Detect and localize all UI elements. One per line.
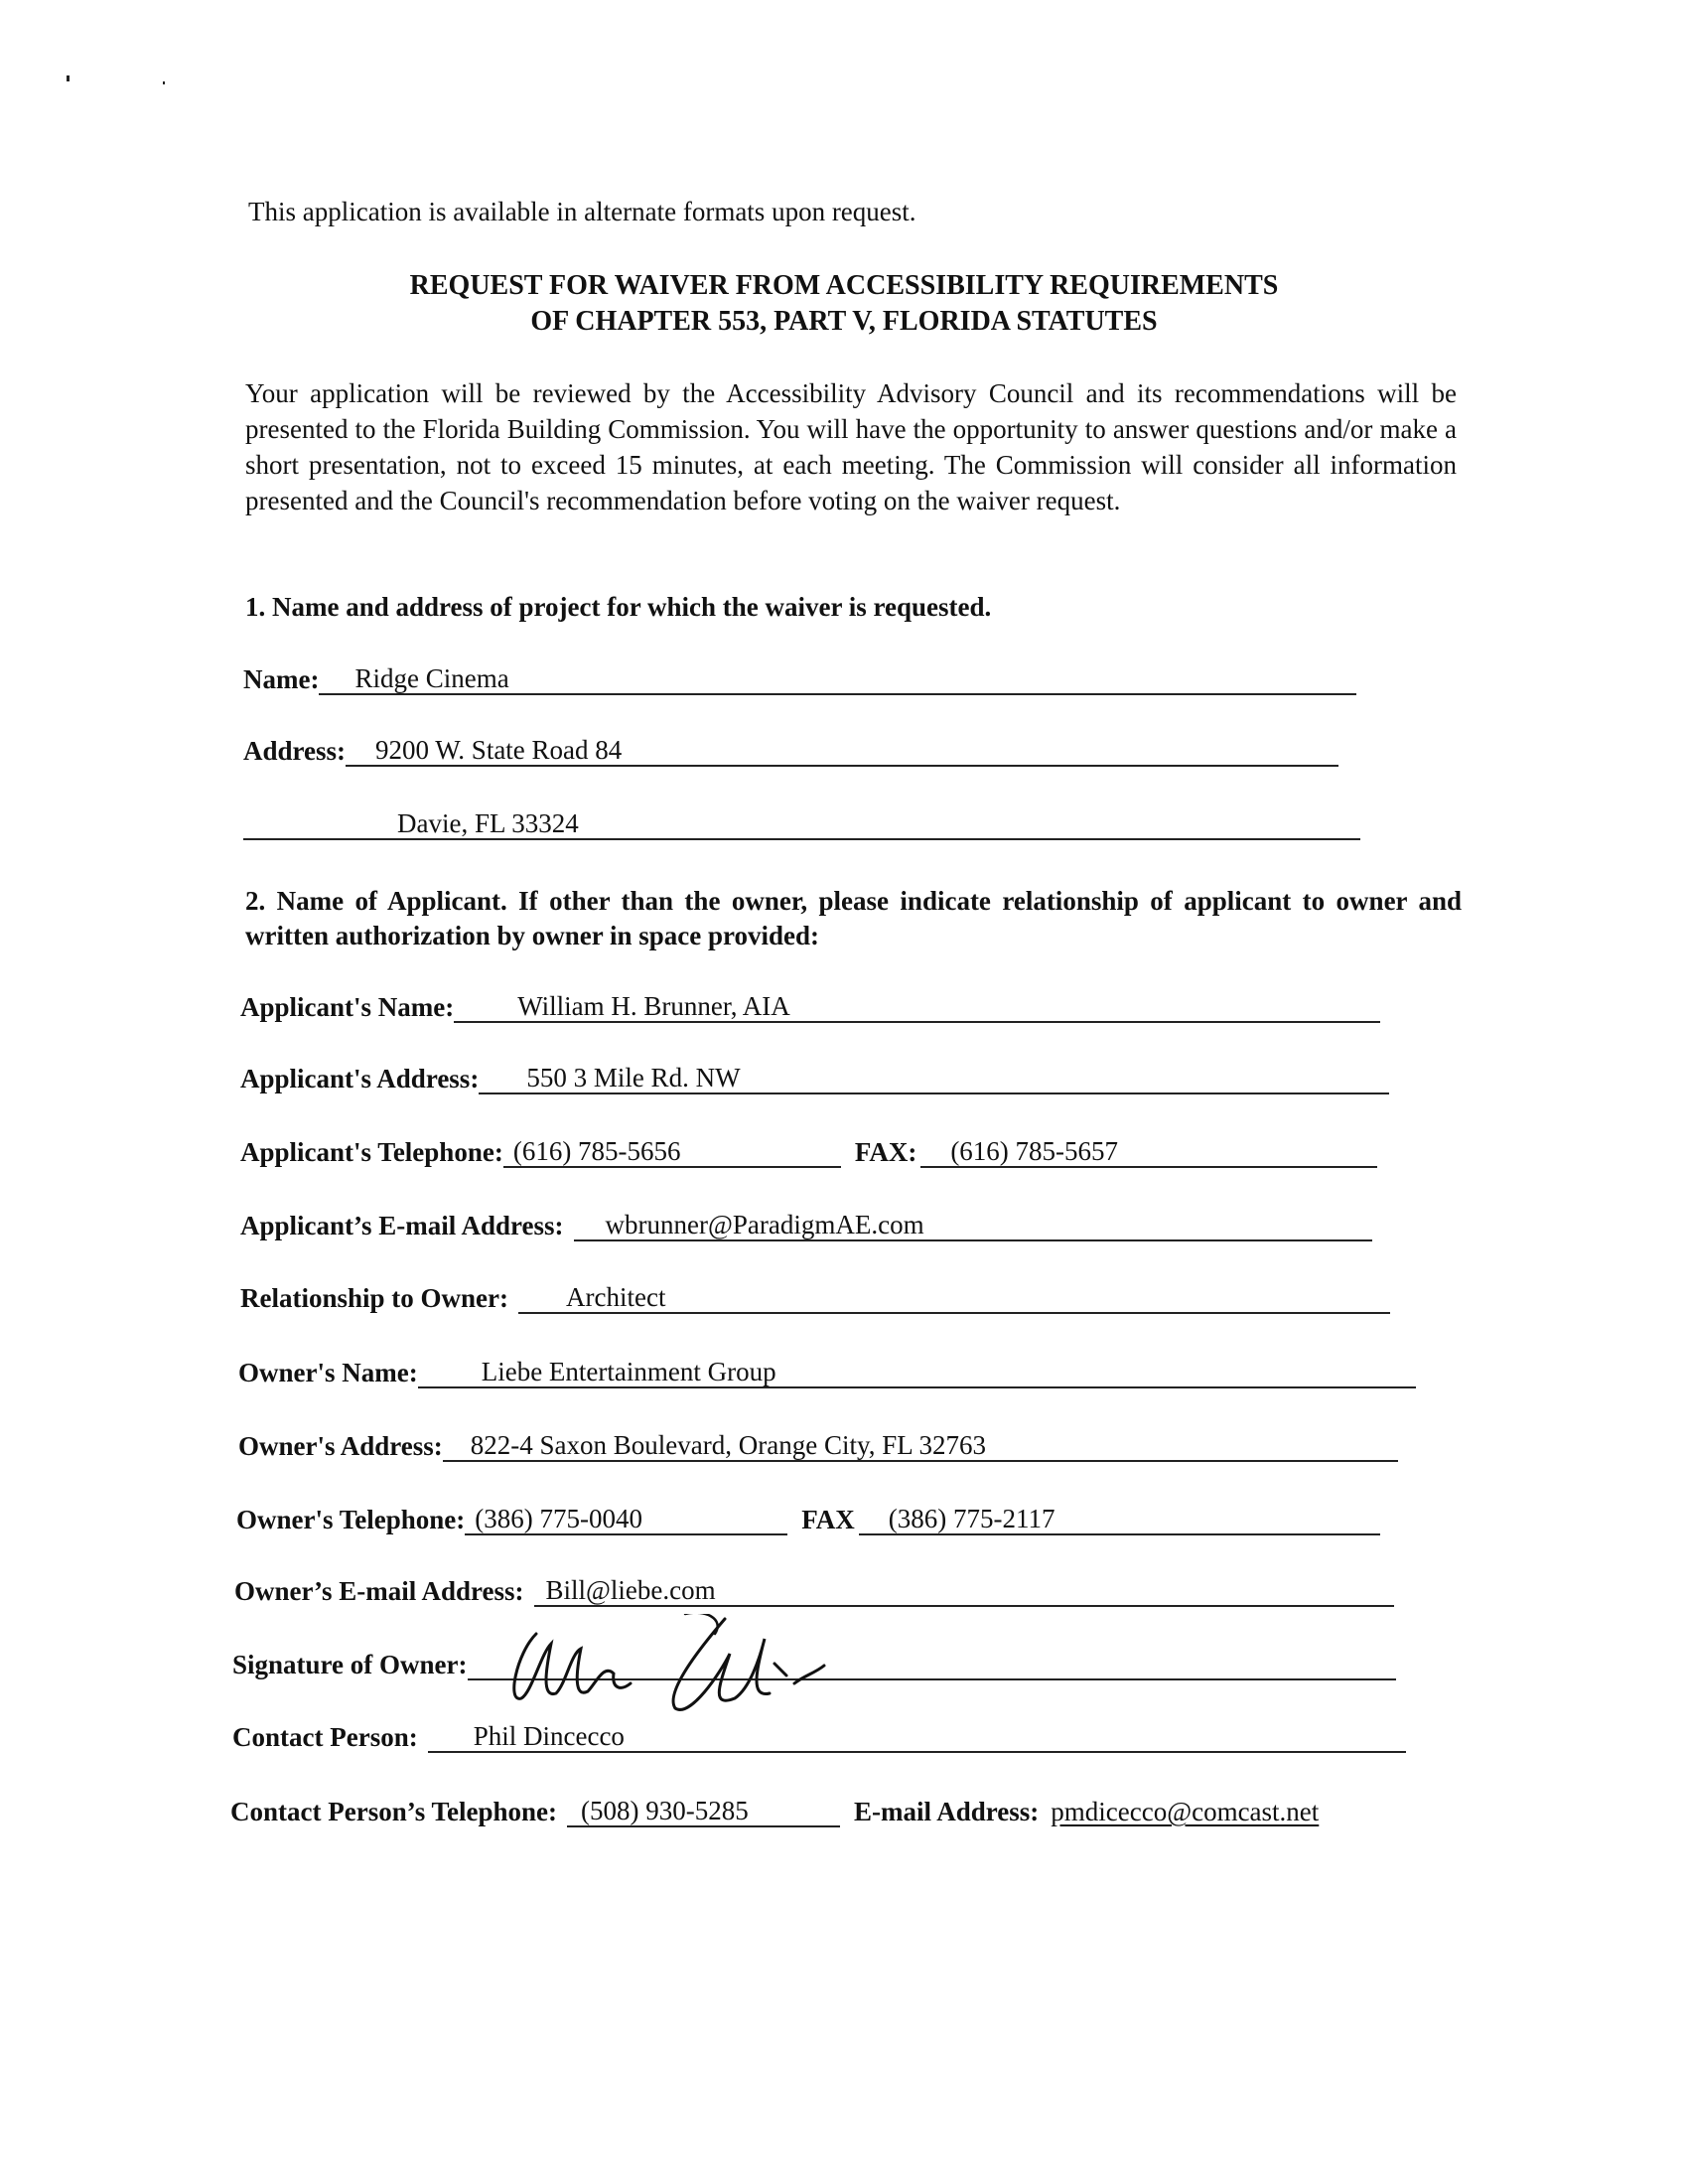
- owner-address-field[interactable]: [443, 1428, 1398, 1462]
- contact-person-field[interactable]: [428, 1719, 1406, 1753]
- applicant-address-label: Applicant's Address:: [240, 1064, 480, 1093]
- applicant-phone-value: (616) 785-5656: [512, 1136, 681, 1166]
- section2-heading: 2. Name of Applicant. If other than the owner, please indicate relationship of applicant to owner and written authorization by owner in space provided:: [245, 886, 1462, 950]
- contact-email-label: E-mail Address:: [854, 1797, 1040, 1826]
- applicant-address-value: 550 3 Mile Rd. NW: [526, 1063, 741, 1092]
- project-address-line2-field[interactable]: [243, 806, 1360, 840]
- owner-email-field[interactable]: [534, 1573, 1394, 1607]
- applicant-phone-label: Applicant's Telephone:: [240, 1137, 503, 1167]
- contact-person-label: Contact Person:: [232, 1722, 418, 1752]
- intro-paragraph: Your application will be reviewed by the Accessibility Advisory Council and its recommendations will be presented to the Florida Building Commission. You will have the opportunity to answer questions and/or make a short presentation, not to exceed 15 minutes, at each meeting. The Commission will consider all information presented and the Council's recommendation before voting on the waiver request.: [245, 378, 1457, 515]
- availability-note: This application is available in alternate formats upon request.: [248, 197, 916, 226]
- project-address-row: [243, 727, 1338, 767]
- project-address-line2-row: [243, 801, 1360, 840]
- applicant-address-row: [240, 1055, 1389, 1094]
- owner-fax-label: FAX: [801, 1505, 855, 1534]
- owner-fax-field[interactable]: [859, 1502, 1380, 1535]
- owner-name-label: Owner's Name:: [238, 1358, 418, 1387]
- project-name-label: Name:: [243, 664, 320, 694]
- owner-phone-field[interactable]: [465, 1502, 787, 1535]
- contact-email-value[interactable]: pmdicecco@comcast.net: [1051, 1797, 1320, 1826]
- applicant-fax-field[interactable]: [920, 1134, 1377, 1168]
- owner-phone-label: Owner's Telephone:: [236, 1505, 466, 1534]
- applicant-phone-row: [240, 1128, 1377, 1168]
- applicant-name-label: Applicant's Name:: [240, 992, 455, 1022]
- applicant-email-value: wbrunner@ParadigmAE.com: [605, 1210, 924, 1239]
- owner-email-row: [234, 1567, 1394, 1607]
- owner-address-label: Owner's Address:: [238, 1431, 443, 1461]
- owner-name-field[interactable]: [418, 1355, 1416, 1388]
- applicant-email-label: Applicant’s E-mail Address:: [240, 1211, 564, 1240]
- contact-phone-label: Contact Person’s Telephone:: [230, 1797, 557, 1826]
- scan-speck: [67, 75, 70, 81]
- applicant-name-value: William H. Brunner, AIA: [517, 991, 790, 1021]
- scan-speck: [163, 81, 165, 84]
- applicant-name-row: [240, 983, 1380, 1023]
- contact-phone-field[interactable]: [567, 1794, 840, 1827]
- relationship-label: Relationship to Owner:: [240, 1283, 508, 1313]
- project-name-row: [243, 655, 1356, 695]
- applicant-address-field[interactable]: [479, 1061, 1389, 1094]
- relationship-row: [240, 1274, 1390, 1314]
- section1-heading: 1. Name and address of project for which the waiver is requested.: [245, 592, 992, 622]
- applicant-email-field[interactable]: [574, 1208, 1372, 1241]
- contact-person-row: [232, 1713, 1406, 1753]
- contact-person-value: Phil Dincecco: [473, 1721, 625, 1751]
- project-address-field[interactable]: [346, 733, 1338, 767]
- contact-phone-value: (508) 930-5285: [581, 1796, 749, 1825]
- form-title-line1: REQUEST FOR WAIVER FROM ACCESSIBILITY REQUIREMENTS: [409, 270, 1279, 301]
- applicant-fax-value: (616) 785-5657: [950, 1136, 1119, 1166]
- contact-phone-row: [230, 1788, 1319, 1827]
- project-name-field[interactable]: [319, 661, 1356, 695]
- owner-address-value: 822-4 Saxon Boulevard, Orange City, FL 32763: [470, 1430, 986, 1460]
- owner-signature-image: [496, 1614, 894, 1723]
- owner-email-value: Bill@liebe.com: [545, 1575, 716, 1605]
- form-title-line2: OF CHAPTER 553, PART V, FLORIDA STATUTES: [530, 306, 1158, 337]
- owner-name-value: Liebe Entertainment Group: [481, 1357, 776, 1386]
- owner-fax-value: (386) 775-2117: [888, 1504, 1055, 1533]
- relationship-value: Architect: [566, 1282, 666, 1312]
- project-address-line2: Davie, FL 33324: [397, 808, 579, 838]
- owner-address-row: [238, 1422, 1398, 1462]
- project-address-line1: 9200 W. State Road 84: [375, 735, 623, 765]
- applicant-email-row: [240, 1202, 1372, 1241]
- owner-name-row: [238, 1349, 1416, 1388]
- project-name-value: Ridge Cinema: [354, 663, 509, 693]
- relationship-field[interactable]: [518, 1280, 1390, 1314]
- owner-email-label: Owner’s E-mail Address:: [234, 1576, 524, 1606]
- owner-phone-row: [236, 1496, 1380, 1535]
- project-address-label: Address:: [243, 736, 347, 766]
- signature-label: Signature of Owner:: [232, 1650, 468, 1679]
- applicant-name-field[interactable]: [454, 989, 1380, 1023]
- applicant-phone-field[interactable]: [503, 1134, 841, 1168]
- applicant-fax-label: FAX:: [854, 1137, 917, 1167]
- owner-phone-value: (386) 775-0040: [475, 1504, 643, 1533]
